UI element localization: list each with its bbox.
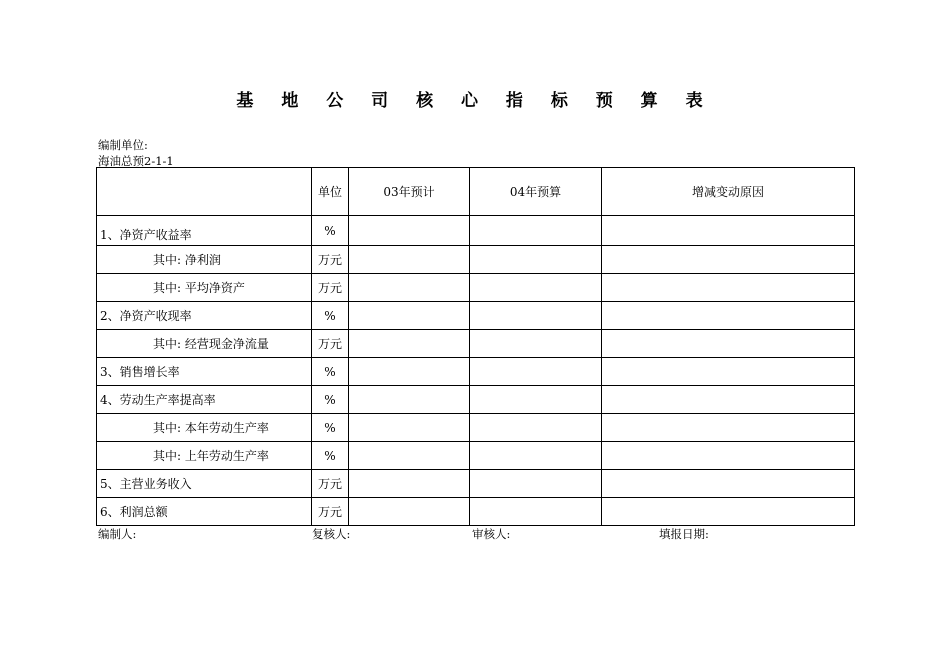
cell-04-budget[interactable]	[470, 216, 602, 246]
page-title: 基 地 公 司 核 心 指 标 预 算 表	[236, 91, 714, 111]
cell-03-estimate[interactable]	[349, 274, 470, 302]
footer-reviewer: 复核人:	[312, 527, 351, 541]
cell-04-budget[interactable]	[470, 386, 602, 414]
cell-04-budget[interactable]	[470, 330, 602, 358]
cell-change-reason[interactable]	[602, 302, 855, 330]
table-row	[97, 442, 855, 470]
table-row	[97, 498, 855, 526]
row-label: 3、销售增长率	[97, 358, 312, 386]
budget-table	[96, 167, 855, 526]
row-label: 1、净资产收益率	[97, 216, 312, 246]
row-unit: %	[312, 442, 349, 470]
footer-preparer: 编制人:	[98, 527, 137, 541]
header-04-budget: 04年预算	[470, 168, 602, 216]
cell-change-reason[interactable]	[602, 274, 855, 302]
row-unit: %	[312, 414, 349, 442]
cell-04-budget[interactable]	[470, 470, 602, 498]
cell-03-estimate[interactable]	[349, 358, 470, 386]
cell-change-reason[interactable]	[602, 470, 855, 498]
table-row	[97, 302, 855, 330]
cell-04-budget[interactable]	[470, 414, 602, 442]
row-unit: %	[312, 386, 349, 414]
cell-change-reason[interactable]	[602, 330, 855, 358]
footer-date: 填报日期:	[659, 527, 709, 541]
cell-03-estimate[interactable]	[349, 442, 470, 470]
row-label: 其中: 净利润	[97, 246, 312, 274]
prepared-unit-label: 编制单位:	[98, 138, 148, 152]
cell-03-estimate[interactable]	[349, 216, 470, 246]
cell-change-reason[interactable]	[602, 358, 855, 386]
table-row	[97, 470, 855, 498]
row-label: 其中: 平均净资产	[97, 274, 312, 302]
cell-04-budget[interactable]	[470, 302, 602, 330]
row-unit: %	[312, 302, 349, 330]
cell-03-estimate[interactable]	[349, 414, 470, 442]
table-row	[97, 330, 855, 358]
table-row	[97, 274, 855, 302]
cell-03-estimate[interactable]	[349, 470, 470, 498]
cell-change-reason[interactable]	[602, 442, 855, 470]
cell-03-estimate[interactable]	[349, 498, 470, 526]
cell-03-estimate[interactable]	[349, 302, 470, 330]
table-header-row	[97, 168, 855, 216]
cell-04-budget[interactable]	[470, 442, 602, 470]
footer-auditor: 审核人:	[472, 527, 511, 541]
row-label: 6、利润总额	[97, 498, 312, 526]
cell-change-reason[interactable]	[602, 216, 855, 246]
table-row	[97, 216, 855, 246]
row-label: 4、劳动生产率提高率	[97, 386, 312, 414]
cell-03-estimate[interactable]	[349, 386, 470, 414]
cell-04-budget[interactable]	[470, 246, 602, 274]
cell-04-budget[interactable]	[470, 358, 602, 386]
cell-change-reason[interactable]	[602, 246, 855, 274]
cell-03-estimate[interactable]	[349, 246, 470, 274]
row-unit: 万元	[312, 246, 349, 274]
row-unit: 万元	[312, 498, 349, 526]
cell-change-reason[interactable]	[602, 498, 855, 526]
header-03-estimate: 03年预计	[349, 168, 470, 216]
row-label: 其中: 经营现金净流量	[97, 330, 312, 358]
cell-change-reason[interactable]	[602, 386, 855, 414]
row-label: 其中: 本年劳动生产率	[97, 414, 312, 442]
cell-change-reason[interactable]	[602, 414, 855, 442]
cell-04-budget[interactable]	[470, 498, 602, 526]
table-row	[97, 246, 855, 274]
table-row	[97, 386, 855, 414]
table-row	[97, 414, 855, 442]
row-unit: %	[312, 358, 349, 386]
header-item	[97, 168, 312, 216]
row-unit: 万元	[312, 470, 349, 498]
header-unit: 单位	[312, 168, 349, 216]
row-label: 2、净资产收现率	[97, 302, 312, 330]
row-unit: 万元	[312, 330, 349, 358]
row-label: 其中: 上年劳动生产率	[97, 442, 312, 470]
row-unit: %	[312, 216, 349, 246]
form-code: 海油总预2-1-1	[98, 154, 174, 168]
row-label: 5、主营业务收入	[97, 470, 312, 498]
header-change-reason: 增减变动原因	[602, 168, 855, 216]
cell-03-estimate[interactable]	[349, 330, 470, 358]
cell-04-budget[interactable]	[470, 274, 602, 302]
table-row	[97, 358, 855, 386]
row-unit: 万元	[312, 274, 349, 302]
